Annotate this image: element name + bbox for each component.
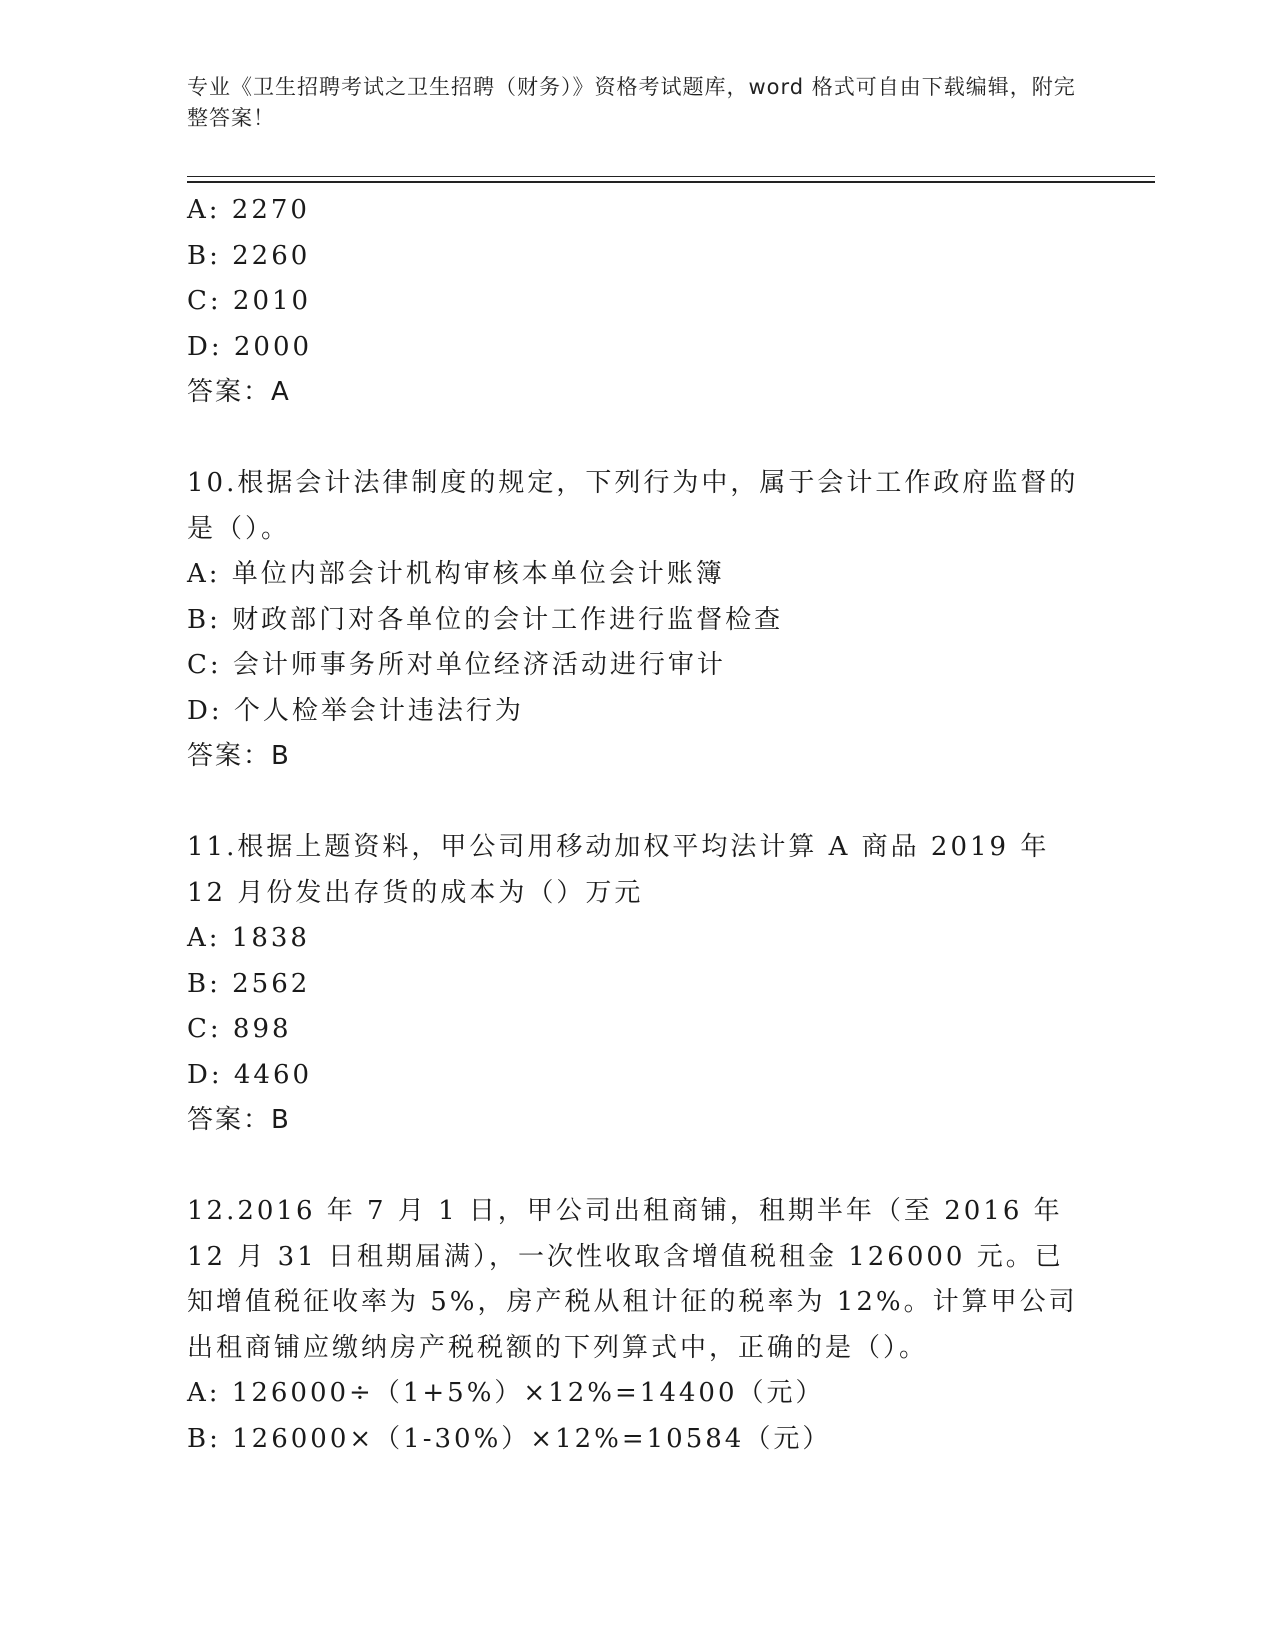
question-text: 11.根据上题资料，甲公司用移动加权平均法计算 A 商品 2019 年 12 月份发出存货的成本为（）万元 (187, 832, 1050, 908)
option-a: A: 2270 (187, 195, 310, 225)
question-block-11 (187, 825, 1087, 1144)
option-c: C: 2010 (187, 286, 312, 316)
answer-line: 答案：B (187, 1105, 291, 1135)
option-b: B: 财政部门对各单位的会计工作进行监督检查 (187, 604, 784, 635)
option-a: A: 126000÷（1+5%）×12%=14400（元） (187, 1378, 825, 1408)
question-text: 12.2016 年 7 月 1 日，甲公司出租商铺，租期半年（至 2016 年 12 月 31 日租期届满），一次性收取含增值税租金 126000 元。已知增值税征收率为 5%，房产税从租计征的税率为 12%。计算甲公司出租商铺应缴纳房产税税额的下列算式中，正确的是（）。 (187, 1196, 1078, 1363)
header-rule-thin (187, 176, 1155, 177)
question-list (187, 188, 1087, 1462)
question-block-10 (187, 461, 1087, 780)
option-d: D: 2000 (187, 331, 313, 362)
option-a: A: 单位内部会计机构审核本单位会计账簿 (187, 559, 725, 589)
spacer (187, 780, 1087, 826)
question-block-9 (187, 188, 1087, 416)
option-b: B: 126000×（1-30%）×12%=10584（元） (187, 1423, 832, 1454)
spacer (187, 416, 1087, 462)
document-header: 专业《卫生招聘考试之卫生招聘（财务）》资格考试题库，word 格式可自由下载编辑，附完整答案！ (187, 75, 1076, 130)
answer-line: 答案：B (187, 741, 291, 771)
option-b: B: 2562 (187, 968, 311, 999)
answer-line: 答案：A (187, 377, 291, 407)
spacer (187, 1144, 1087, 1190)
question-text: 10.根据会计法律制度的规定，下列行为中，属于会计工作政府监督的是（）。 (187, 468, 1079, 544)
option-d: D: 4460 (187, 1059, 313, 1090)
question-block-12 (187, 1189, 1087, 1462)
option-c: C: 会计师事务所对单位经济活动进行审计 (187, 650, 726, 680)
header-rule-thick (187, 181, 1155, 183)
option-b: B: 2260 (187, 240, 311, 271)
option-d: D: 个人检举会计违法行为 (187, 695, 524, 726)
option-c: C: 898 (187, 1014, 292, 1044)
option-a: A: 1838 (187, 923, 310, 953)
